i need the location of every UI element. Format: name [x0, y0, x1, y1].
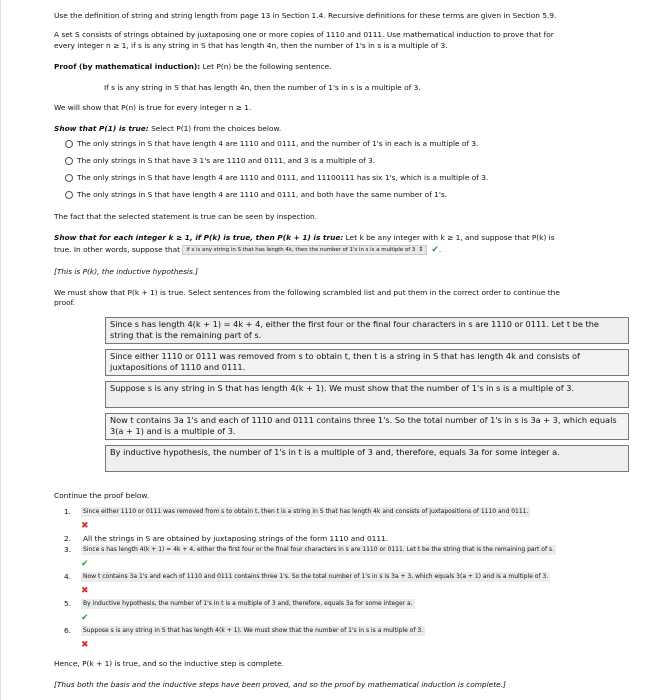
radio-button[interactable] — [65, 140, 73, 148]
radio-button[interactable] — [65, 157, 73, 165]
choice-option-3[interactable] — [65, 173, 488, 183]
choice-option-2[interactable] — [65, 156, 375, 166]
check-mark-icon: ✔ — [81, 613, 89, 623]
pn-sentence: If s is any string in S that has length 4n, then the number of 1's in s is a multiple of 3. — [104, 83, 421, 92]
draggable-sentence-card[interactable]: By inductive hypothesis, the number of 1's in t is a multiple of 3 and, therefore, equals 3a for some integer a. — [105, 445, 629, 472]
x-mark-icon: ✖ — [81, 521, 89, 531]
must-show-line-2: proof. — [54, 298, 76, 307]
chevron-updown-icon: ⇕ — [418, 246, 424, 253]
choice-label: The only strings in S that have length 4 are 1110 and 0111, and both have the same number of 1's. — [77, 190, 448, 199]
inspection-text: The fact that the selected statement is true can be seen by inspection. — [54, 212, 318, 221]
answer-number: 5. — [64, 599, 72, 608]
basis-heading — [54, 124, 646, 134]
must-show-line-1: We must show that P(k + 1) is true. Select sentences from the following scrambled list and put them in the correct order to continue the — [54, 288, 560, 297]
answer-slot-5[interactable]: By inductive hypothesis, the number of 1's in t is a multiple of 3 and, therefore, equals 3a for some integer a. — [83, 600, 413, 607]
choice-option-1[interactable] — [65, 139, 478, 149]
answer-slot-2: All the strings in S are obtained by juxtaposing strings of the form 1110 and 0111. — [83, 534, 389, 543]
step-label: Show that for each integer k ≥ 1, if P(k) is true, then P(k + 1) is true: — [54, 233, 344, 242]
hypothesis-note: [This is P(k), the inductive hypothesis.] — [54, 267, 199, 276]
proof-rest: Let P(n) be the following sentence. — [200, 62, 332, 71]
hypothesis-dropdown[interactable] — [182, 245, 427, 255]
answer-number: 3. — [64, 545, 72, 554]
choice-label: The only strings in S that have 3 1's are 1110 and 0111, and 3 is a multiple of 3. — [77, 156, 376, 165]
radio-button[interactable] — [65, 191, 73, 199]
answer-number: 2. — [64, 534, 72, 543]
answer-slot-3[interactable]: Since s has length 4(k + 1) = 4k + 4, either the first four or the final four characters in s are 1110 or 0111. Let t be the string that is the remaining part of s. — [83, 546, 555, 553]
dropdown-value: if s is any string in S that has length 4k, then the number of 1's in s is a multiple of 3 — [186, 247, 416, 253]
intro-text: Use the definition of string and string length from page 13 in Section 1.4. Recursive definitions for these terms are given in Section 5.9. — [54, 11, 557, 20]
step-rest: Let k be any integer with k ≥ 1, and suppose that P(k) is — [343, 233, 555, 242]
basis-label: Show that P(1) is true: — [54, 124, 149, 133]
check-icon: ✔ — [431, 245, 439, 255]
choice-option-4[interactable] — [65, 190, 447, 200]
check-mark-icon: ✔ — [81, 559, 89, 569]
problem-line-2: every integer n ≥ 1, if s is any string in S that has length 4n, then the number of 1's in s is a multiple of 3. — [54, 41, 448, 50]
choice-label: The only strings in S that have length 4 are 1110 and 0111, and 11100111 has six 1's, which is a multiple of 3. — [77, 173, 489, 182]
basis-rest: Select P(1) from the choices below. — [148, 124, 282, 133]
answer-slot-6[interactable]: Suppose s is any string in S that has length 4(k + 1). We must show that the number of 1's in s is a multiple of 3. — [83, 627, 424, 634]
draggable-sentence-card[interactable]: Since s has length 4(k + 1) = 4k + 4, either the first four or the final four characters in s are 1110 or 0111. Let t be the string that is the remaining part of s. — [105, 317, 629, 344]
proof-label: Proof (by mathematical induction): — [54, 62, 201, 71]
conclusion-note: [Thus both the basis and the inductive steps have been proved, and so the proof by mathematical induction is complete.] — [54, 680, 506, 689]
choice-label: The only strings in S that have length 4 are 1110 and 0111, and the number of 1's in each is a multiple of 3. — [77, 139, 479, 148]
answer-slot-4[interactable]: Now t contains 3a 1's and each of 1110 and 0111 contains three 1's. So the total number of 1's in s is 3a + 3, which equals 3(a + 1) and is a multiple of 3. — [83, 573, 549, 580]
x-mark-icon: ✖ — [81, 586, 89, 596]
answer-number: 4. — [64, 572, 72, 581]
answer-slot-1[interactable]: Since either 1110 or 0111 was removed from s to obtain t, then t is a string in S that has length 4k and consists of juxtapositions of 1110 and 0111. — [83, 508, 529, 515]
draggable-sentence-card[interactable]: Since either 1110 or 0111 was removed from s to obtain t, then t is a string in S that has length 4k and consists of juxtapositions of 1110 and 0111. — [105, 349, 629, 376]
step-line-2 — [54, 245, 646, 255]
answer-number: 6. — [64, 626, 72, 635]
show-all-text: We will show that P(n) is true for every integer n ≥ 1. — [54, 103, 252, 112]
problem-line-1: A set S consists of strings obtained by juxtaposing one or more copies of 1110 and 0111. Use mathematical induction to prove that for — [54, 30, 554, 39]
radio-button[interactable] — [65, 174, 73, 182]
continue-label: Continue the proof below. — [54, 491, 150, 500]
step-line-2-text: true. In other words, suppose that — [54, 245, 181, 254]
draggable-sentence-card[interactable]: Suppose s is any string in S that has length 4(k + 1). We must show that the number of 1's in s is a multiple of 3. — [105, 381, 629, 408]
x-mark-icon: ✖ — [81, 640, 89, 650]
proof-heading — [54, 62, 646, 72]
step-heading — [54, 233, 646, 243]
draggable-sentence-card[interactable]: Now t contains 3a 1's and each of 1110 and 0111 contains three 1's. So the total number of 1's in s is 3a + 3, which equals 3(a + 1) and is a multiple of 3. — [105, 413, 629, 440]
hence-text: Hence, P(k + 1) is true, and so the inductive step is complete. — [54, 659, 284, 668]
answer-number: 1. — [64, 507, 72, 516]
step-end: . — [438, 245, 442, 254]
